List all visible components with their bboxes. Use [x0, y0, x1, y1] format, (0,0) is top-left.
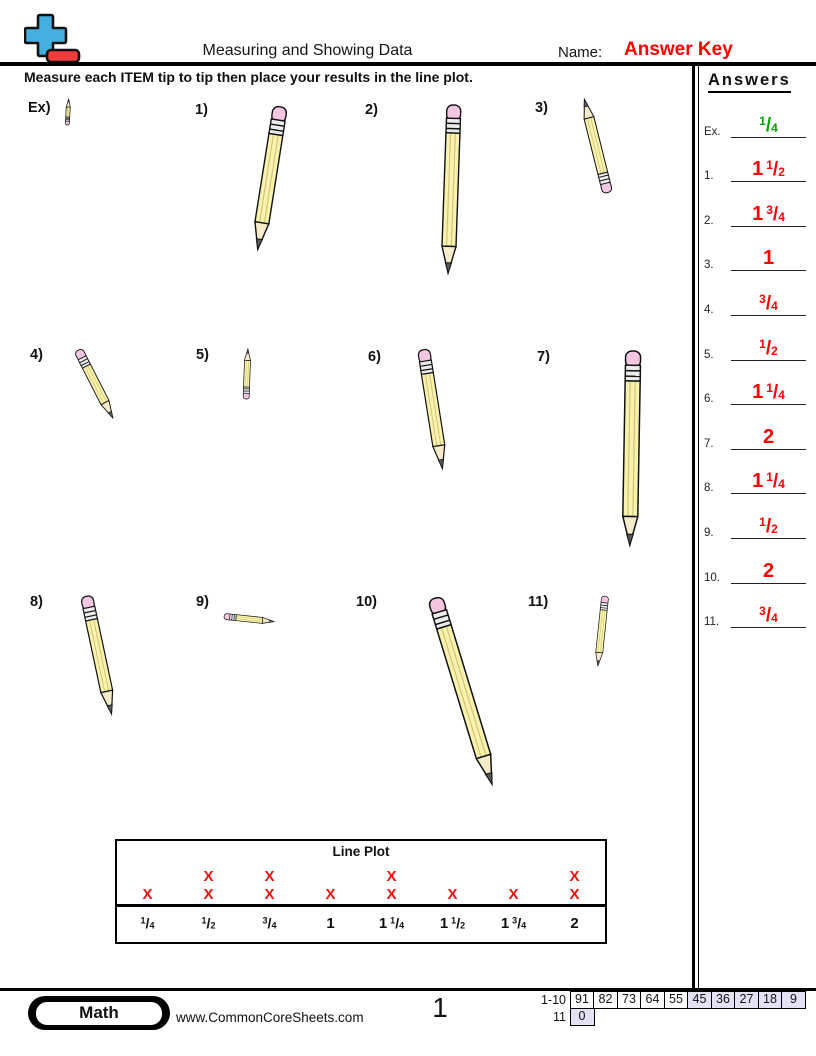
answer-number: 4.: [704, 303, 714, 316]
answer-number: 2.: [704, 214, 714, 227]
answer-blank: [731, 597, 806, 628]
line-plot-column: [178, 863, 239, 904]
problem-number-label: 2): [365, 102, 378, 118]
problem-number-label: 11): [528, 594, 549, 610]
x-mark: X: [203, 868, 214, 885]
pencil-ferrule: [625, 365, 640, 381]
answer-value: 1 $^3$/4: [752, 202, 785, 225]
answer-number: 11.: [704, 616, 720, 629]
grade-row-label: 11: [553, 1009, 566, 1024]
pencil-body: [442, 133, 460, 247]
answers-divider-line-outer: [692, 64, 695, 989]
minus-icon: [47, 50, 79, 62]
pencil-illustration: [572, 91, 619, 201]
pencil-illustration: [74, 588, 125, 722]
grading-scale-table: [534, 991, 806, 1026]
grade-cell: 36: [711, 991, 736, 1009]
name-value-answer-key: Answer Key: [624, 39, 733, 60]
line-plot-column: [422, 863, 483, 904]
line-plot-marks-area: [117, 863, 605, 907]
pencil-illustration: [420, 589, 506, 794]
answer-number: Ex.: [704, 125, 721, 138]
answer-row: [704, 509, 806, 539]
pencil-wood-tip: [100, 401, 116, 420]
answer-blank: [731, 419, 806, 450]
pencil-body: [436, 625, 490, 759]
problem-number-label: 7): [537, 349, 550, 365]
problem-number-label: 6): [368, 349, 381, 365]
pencil-ferrule: [229, 614, 236, 621]
line-plot-tick-label: 1 $^1$/4: [378, 915, 405, 932]
problem-number-label: 4): [30, 347, 43, 363]
pencil-ferrule: [243, 387, 249, 394]
x-mark: X: [264, 886, 275, 903]
pencil-wood-tip: [101, 690, 117, 715]
pencil-body: [86, 619, 113, 693]
answer-blank: [731, 553, 806, 584]
line-plot-column: [239, 863, 300, 904]
grade-cell: 55: [664, 991, 689, 1009]
answers-panel: [702, 64, 816, 989]
pencil-illustration: [237, 343, 257, 406]
pencil-ferrule: [446, 118, 461, 133]
x-mark: X: [569, 868, 580, 885]
x-mark: X: [386, 886, 397, 903]
pencil-body: [622, 381, 639, 517]
answer-row: [704, 197, 806, 227]
answer-number: 7.: [704, 437, 714, 450]
pencil-graphite-tip: [438, 459, 445, 468]
line-plot-tick-label: 1: [326, 915, 335, 932]
answer-number: 10.: [704, 571, 720, 584]
line-plot-tick-label: $^3$/4: [262, 915, 277, 932]
answer-row: [704, 464, 806, 494]
answer-value: $^3$/4: [759, 604, 778, 627]
grade-cell: 27: [734, 991, 759, 1009]
instruction-text: Measure each ITEM tip to tip then place your results in the line plot.: [24, 69, 473, 85]
pencil-ferrule: [66, 117, 70, 121]
pencil-body: [255, 133, 283, 223]
grade-cell: 73: [617, 991, 642, 1009]
pencil-ferrule: [600, 602, 608, 610]
problem-number-label: 8): [30, 594, 43, 610]
answer-blank: [731, 374, 806, 405]
name-label: Name:: [558, 44, 603, 61]
answer-row: [704, 420, 806, 450]
problem-number-label: Ex): [28, 100, 51, 116]
line-plot-tick-label: 1 $^1$/2: [439, 915, 466, 932]
pencil-graphite-tip: [269, 620, 274, 623]
line-plot-tick-label: $^1$/2: [201, 915, 216, 932]
line-plot-column: [300, 863, 361, 904]
x-mark: X: [447, 886, 458, 903]
pencil-graphite-tip: [246, 349, 249, 353]
line-plot-column: [117, 863, 178, 904]
x-mark: X: [508, 886, 519, 903]
pencil-graphite-tip: [107, 705, 114, 715]
subject-badge: [28, 996, 170, 1030]
answer-number: 8.: [704, 482, 714, 495]
pencil-graphite-tip: [596, 661, 600, 666]
grade-cell: 9: [781, 991, 806, 1009]
answer-blank: [731, 508, 806, 539]
grade-row: [534, 991, 806, 1009]
website-text: www.CommonCoreSheets.com: [176, 1010, 364, 1025]
line-plot-column: [483, 863, 544, 904]
answer-number: 6.: [704, 393, 714, 406]
answer-value: 1: [762, 247, 775, 270]
answer-value: $^3$/4: [759, 291, 778, 314]
answers-divider-line-inner: [698, 64, 700, 989]
pencil-body: [421, 373, 444, 447]
answer-blank: [731, 463, 806, 494]
line-plot-tick-label: 1 $^3$/4: [500, 915, 527, 932]
answer-value: $^1$/2: [759, 336, 778, 359]
problem-number-label: 10): [356, 594, 377, 610]
answer-blank: [731, 196, 806, 227]
problem-number-label: 9): [196, 594, 209, 610]
answer-value: $^1$/4: [759, 113, 778, 136]
subject-badge-label: Math: [34, 1000, 164, 1027]
grade-cell: 64: [640, 991, 665, 1009]
line-plot-column: [544, 863, 605, 904]
answer-row: [704, 331, 806, 361]
answer-blank: [731, 107, 806, 138]
pencil-graphite-tip: [445, 263, 452, 273]
answer-blank: [731, 330, 806, 361]
line-plot-title: Line Plot: [332, 844, 390, 859]
answer-value: 2: [762, 559, 775, 582]
answer-value: 1 $^1$/2: [752, 158, 785, 181]
answer-row: [704, 554, 806, 584]
problem-number-label: 1): [195, 102, 208, 118]
pencil-illustration: [66, 340, 125, 428]
problem-number-label: 3): [535, 100, 548, 116]
x-mark: X: [264, 868, 275, 885]
line-plot-tick-label: $^1$/4: [140, 915, 155, 932]
answer-value: 1 $^1$/4: [752, 381, 785, 404]
page-title: Measuring and Showing Data: [202, 42, 413, 59]
answer-row: [704, 241, 806, 271]
answer-row: [704, 152, 806, 182]
pencil-graphite-tip: [485, 772, 494, 784]
pencil-illustration: [217, 607, 281, 631]
grade-row: [534, 1008, 806, 1026]
answer-value: 2: [762, 425, 775, 448]
answer-row: [704, 598, 806, 628]
grade-cell: 18: [758, 991, 783, 1009]
answer-row: [704, 286, 806, 316]
x-mark: X: [569, 886, 580, 903]
pencil-illustration: [244, 99, 294, 257]
line-plot-box: [115, 839, 607, 944]
pencil-body: [584, 117, 607, 175]
answer-number: 5.: [704, 348, 714, 361]
pencil-wood-tip: [580, 98, 594, 119]
grade-cell: 91: [570, 991, 595, 1009]
answer-row: [704, 375, 806, 405]
x-mark: X: [203, 886, 214, 903]
answer-number: 1.: [704, 170, 714, 183]
answers-heading: Answers: [708, 71, 791, 93]
pencil-graphite-tip: [255, 239, 263, 250]
x-mark: X: [386, 868, 397, 885]
commoncoresheets-plus-minus-logo: [24, 13, 82, 65]
grade-cell: 82: [593, 991, 618, 1009]
answer-number: 3.: [704, 259, 714, 272]
answer-row: [704, 108, 806, 138]
answer-blank: [731, 151, 806, 182]
answer-value: $^1$/2: [759, 514, 778, 537]
pencil-illustration: [411, 342, 455, 476]
grade-cell: 45: [687, 991, 712, 1009]
pencil-body: [244, 360, 251, 387]
answer-blank: [731, 285, 806, 316]
line-plot-tick-label: 2: [570, 915, 579, 932]
answer-blank: [731, 240, 806, 271]
line-plot-axis-labels: [117, 907, 605, 940]
pencil-illustration: [587, 589, 614, 673]
pencil-illustration: [59, 93, 77, 132]
answer-value: 1 $^1$/4: [752, 470, 785, 493]
x-mark: X: [142, 886, 153, 903]
page-number: 1: [432, 992, 448, 1023]
x-mark: X: [325, 886, 336, 903]
pencil-illustration: [435, 99, 467, 280]
pencil-body: [66, 107, 71, 117]
pencil-wood-tip: [476, 754, 499, 786]
answer-number: 9.: [704, 526, 714, 539]
problem-number-label: 5): [196, 347, 209, 363]
pencil-illustration: [616, 345, 647, 551]
pencil-graphite-tip: [626, 534, 633, 545]
grade-row-label: 1-10: [540, 993, 566, 1007]
grade-cell: 0: [570, 1008, 595, 1026]
line-plot-column: [361, 863, 422, 904]
pencil-graphite-tip: [68, 99, 70, 102]
